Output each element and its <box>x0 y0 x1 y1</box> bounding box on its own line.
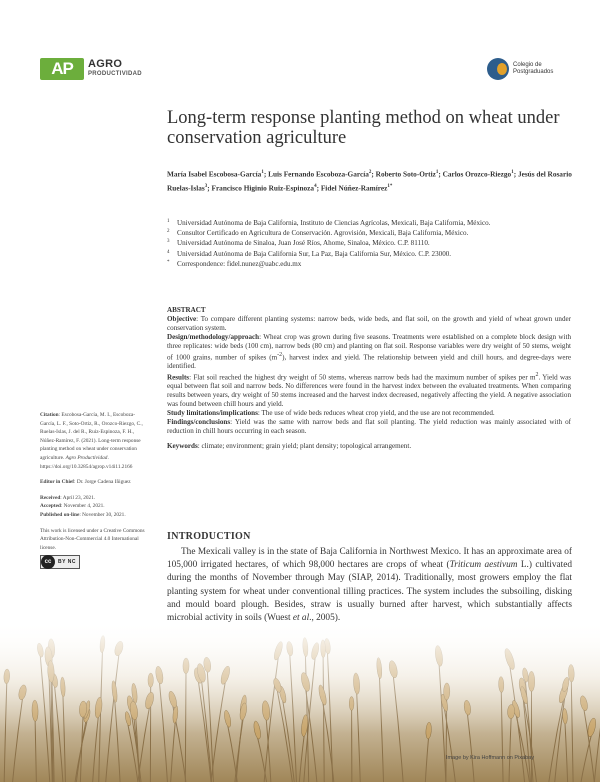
introduction-heading: INTRODUCTION <box>167 531 251 542</box>
affiliation-text: Correspondence: fidel.nunez@uabc.edu.mx <box>177 259 302 268</box>
affiliation-mark: * <box>167 259 170 265</box>
abstract-results: Results: Flat soil reached the highest dry weight of 50 stems, whereas narrow beds had the maximum number of spikes per $m^2$. Yield was equal between flat soil and narrow beds. No differences were found in the harvest index between the evaluated treatments. When comparing results between years, dry weight of 50 stems increased and the harvest index decreased, negatively affecting the yield. A negative association was found between chill hours and yield. <box>167 371 571 408</box>
ap-logo-line2: PRODUCTIVIDAD <box>88 70 142 77</box>
author-affiliation-mark: 1 <box>435 170 439 175</box>
affiliation-text: Universidad Autónoma de Baja California Sur, La Paz, Baja California Sur, México. C.P. 23000. <box>177 249 452 258</box>
affiliation-item <box>167 228 572 238</box>
article-metadata-sidebar <box>40 411 148 569</box>
affiliation-text: Consultor Certificado en Agricultura de Conservación. Agrovisión, Mexicali, Baja California, México. <box>177 229 469 238</box>
ap-logo-line1: AGRO <box>88 57 123 70</box>
citation-doi-link[interactable]: . https://doi.org/10.32854/agrop.v14i11.2166 <box>40 454 133 470</box>
author-affiliation-mark: 1* <box>387 183 393 189</box>
ap-logo-mark: AP <box>40 58 84 80</box>
author-name: Luis Fernando Escoboza-García <box>268 169 369 179</box>
affiliation-text: Universidad Autónoma de Sinaloa, Juan José Ríos, Ahome, Sinaloa, México. C.P. 81110. <box>177 239 430 248</box>
abstract-limitations: Study limitations/implications: The use of wide beds reduces wheat crop yield, and the use are not recommended. <box>167 408 495 417</box>
affiliation-list <box>167 218 572 269</box>
citation-block: Citation: Escobosa-García, M. I., Escoboza-García, L. F., Soto-Ortiz, R., Orozco-Riezgo, C., Ruelas-Islas, J. del R., Ruiz-Espinoza, F. H., Núñez-Ramírez, F. (2021). Long-term response planting method on wheat under conservation agriculture. Agro Productividad. https://doi.org/10.32854/agrop.v14i11.2166 <box>40 412 143 470</box>
agro-productividad-logo <box>40 58 142 80</box>
author-affiliation-mark: 1 <box>511 170 514 175</box>
author-list: María Isabel Escobosa-García$^1$; Luis Fernando Escoboza-García$^2$; Roberto Soto-Ortiz$^1$; Carlos Orozco-Riezgo$^1$; Jesús del Rosario Ruelas-Islas$^3$; Francisco Higinio Ruiz-Espinoza$^4$; Fidel Núñez-Ramírez$^{1*}$ <box>167 169 572 193</box>
affiliation-mark: 3 <box>167 239 170 245</box>
affiliation-mark: 2 <box>167 229 170 235</box>
introduction-section <box>167 531 572 625</box>
affiliation-mark: 4 <box>167 249 170 255</box>
photo-credit: Image by Kira Hoffmann on Pixabay <box>446 755 534 761</box>
introduction-paragraph: The Mexicali valley is in the state of Baja California in Northwest Mexico. It has an approximate area of 105,000 irrigated hectares, of which 98,000 hectares are crops of wheat (Triticum aestivum L.) cultivated during the months of November through May (SIAP, 2014). Traditionally, most growers employ the flat planting system for wheat under conventional tilling practices. The system includes the subsoiling, disking and mould board plough. Besides, straw is usually burned after harvest, which substantially affects microbial activity in soils (Wuest et al., 2005). <box>167 547 572 624</box>
dates-block: Received: April 23, 2021. Accepted: November 4, 2021. Published on-line: November 30, 2021. <box>40 494 126 518</box>
abstract-objective: Objective: To compare different planting systems: narrow beds, wide beds, and flat soil, on the growth and yield of wheat grown under conservation system. <box>167 314 571 332</box>
editor-block: Editor in Chief: Dr. Jorge Cadena Iñiguez <box>40 479 131 486</box>
affiliation-item <box>167 238 572 248</box>
colegio-postgraduados-logo <box>487 58 553 80</box>
author-name: María Isabel Escobosa-García <box>167 169 262 179</box>
author-affiliation-mark: 1 <box>261 170 264 175</box>
abstract-keywords: Keywords: climate; environment; grain yield; plant density; topological arrangement. <box>167 442 412 451</box>
author-name: Jesús del Rosario Ruelas-Islas <box>167 169 572 193</box>
cp-logo-icon <box>487 58 509 80</box>
page-header <box>0 0 600 90</box>
affiliation-mark: 1 <box>167 219 170 224</box>
author-name: Fidel Núñez-Ramírez <box>320 183 388 193</box>
cp-logo-text: Colegio de Postgraduados <box>513 62 554 75</box>
article-title: Long-term response planting method on wheat under conservation agriculture <box>167 108 560 148</box>
affiliation-text: Universidad Autónoma de Baja California, Instituto de Ciencias Agrícolas, Mexicali, Baja California, México. <box>177 219 491 227</box>
cc-icon: cc <box>41 555 55 569</box>
abstract-design: Design/methodology/approach: Wheat crop was grown during five seasons. Treatments were established on a complete block design with three replicates: wide beds (100 cm), narrow beds (80 cm) and planting on flat soil. Response variables were dry weight of 50 stems, weight of 1000 grains, number of spikes $(m^{-2})$, harvest index and yield. The relationship between yield and chill hours, and degree-days were identified. <box>167 332 572 370</box>
cc-by-nc-label: BY NC <box>58 559 76 566</box>
author-name: Carlos Orozco-Riezgo <box>442 169 512 179</box>
author-affiliation-mark: 3 <box>204 183 208 189</box>
author-affiliation-mark: 2 <box>368 170 372 175</box>
affiliation-item <box>167 218 572 228</box>
affiliation-item <box>167 249 572 259</box>
license-text: This work is licensed under a Creative Commons Attribution-Non-Commercial 4.0 International license. <box>40 527 145 551</box>
abstract-heading: ABSTRACT <box>167 306 206 314</box>
affiliation-item <box>167 259 572 269</box>
creative-commons-badge[interactable] <box>40 555 80 569</box>
author-name: Roberto Soto-Ortiz <box>375 169 436 179</box>
author-affiliation-mark: 4 <box>314 183 317 189</box>
abstract-findings: Findings/conclusions: Yield was the same with narrow beds and flat soil planting. The yield reduction was mainly associated with of reduction in chill hours occurring in each season. <box>167 417 571 435</box>
abstract-section <box>167 306 571 451</box>
author-name: Francisco Higinio Ruiz-Espinoza <box>211 183 315 193</box>
